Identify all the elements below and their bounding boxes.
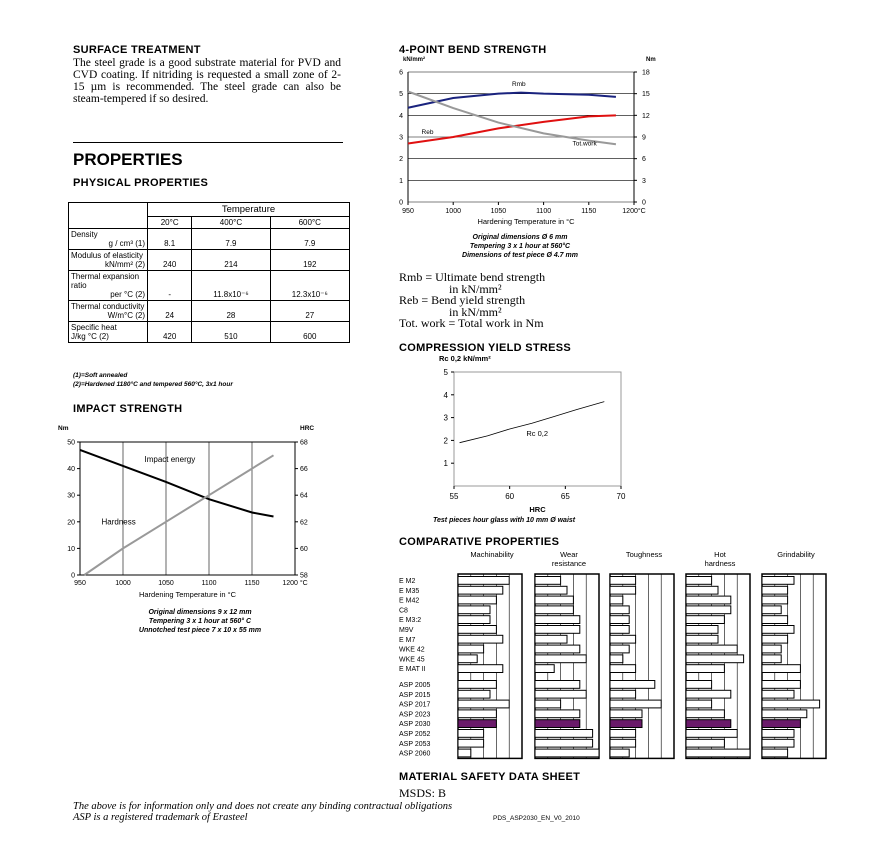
bar [535, 710, 580, 718]
y-right-tick-label: 9 [642, 134, 646, 142]
bar [535, 700, 561, 708]
bar [610, 730, 636, 738]
table-cell: 8.1 [148, 229, 192, 250]
bar [610, 681, 655, 689]
bar [610, 596, 623, 604]
compression-heading: COMPRESSION YIELD STRESS [399, 342, 572, 354]
grade-label: ASP 2015 [399, 691, 431, 699]
table-row [69, 322, 350, 343]
note-line: Tempering 3 x 1 hour at 560°C [469, 243, 571, 250]
y-right-tick-label: 64 [300, 492, 308, 500]
bar [458, 749, 471, 757]
bar [458, 645, 484, 653]
series-label: Rc 0,2 [526, 428, 549, 438]
bar [610, 577, 636, 585]
x-tick-label: 70 [616, 492, 626, 501]
table-cell: 27 [270, 301, 349, 322]
bar [686, 739, 724, 747]
bar [762, 626, 794, 634]
bar [535, 720, 580, 728]
bar [535, 626, 580, 634]
bar [686, 681, 712, 689]
bar [762, 635, 788, 643]
bar [535, 739, 593, 747]
legend-line: Reb = Bend yield strength [399, 293, 526, 307]
grade-label: E M7 [399, 636, 416, 644]
x-tick-label: 60 [505, 492, 515, 501]
bar [535, 730, 593, 738]
bar [686, 665, 724, 673]
y-left-tick-label: 0 [71, 572, 75, 580]
grade-label: E MAT II [399, 666, 426, 674]
grade-label: ASP 2053 [399, 740, 431, 748]
grade-label: ASP 2005 [399, 682, 431, 689]
physical-properties-table [68, 202, 350, 343]
table-note: (1)=Soft annealed [73, 372, 128, 379]
bar [535, 665, 554, 673]
bar [535, 635, 567, 643]
note-line: Unnotched test piece 7 x 10 x 55 mm [138, 627, 262, 634]
bar [610, 635, 636, 643]
row-unit: W/m°C (2) [107, 311, 145, 320]
comparative-heading: COMPARATIVE PROPERTIES [399, 536, 560, 548]
compression-yield-chart [425, 352, 640, 517]
column-header: Toughness [625, 550, 663, 559]
y-tick-label: 5 [443, 368, 448, 377]
bar [686, 720, 731, 728]
y-right-tick-label: 0 [642, 199, 646, 207]
impact-strength-chart [55, 420, 330, 610]
bar [535, 645, 580, 653]
note-line: Dimensions of test piece Ø 4.7 mm [462, 252, 578, 259]
bend-legend [399, 272, 545, 330]
grade-label: ASP 2052 [399, 731, 431, 738]
column-header: resistance [551, 559, 587, 568]
y-left-tick-label: 1 [399, 177, 403, 185]
bar [762, 586, 788, 594]
y-left-axis-label: kN/mm² [403, 57, 426, 63]
bar [762, 720, 800, 728]
x-tick-label: 1000 [115, 580, 131, 587]
y-left-tick-label: 3 [399, 134, 403, 142]
series-label: Impact energy [144, 454, 196, 464]
x-tick-label: 1050 [490, 208, 507, 215]
x-tick-label: 1050 [158, 580, 174, 587]
table-row [69, 301, 350, 322]
divider [73, 142, 343, 143]
msds-heading: MATERIAL SAFETY DATA SHEET [399, 771, 581, 783]
bar [610, 586, 636, 594]
bar [762, 730, 794, 738]
bar [610, 626, 629, 634]
row-unit: per °C (2) [110, 290, 145, 299]
grade-label: E M35 [399, 587, 420, 595]
table-row [69, 271, 350, 301]
x-tick-label: 1100 [201, 580, 217, 587]
table-row [69, 250, 350, 271]
bar [458, 720, 496, 728]
bar [762, 645, 781, 653]
bar [458, 730, 484, 738]
bar [458, 606, 490, 614]
bar [610, 739, 636, 747]
row-unit: J/kg °C (2) [71, 332, 109, 341]
column-header: Wear [560, 550, 578, 559]
temp-col: 20°C [148, 217, 192, 229]
table-cell: - [148, 271, 192, 301]
y-right-axis-label: HRC [300, 425, 315, 432]
bar [610, 700, 661, 708]
bar [610, 690, 636, 698]
properties-heading: PROPERTIES [73, 150, 183, 169]
surface-text: The steel grade is a good substrate material for PVD and CVD coating. If nitriding is requested a small zone of 2-15 µm is recommended. The steel grade can also be steam-tempered if so desired. [73, 57, 341, 105]
y-right-tick-label: 60 [300, 545, 308, 553]
bar [535, 749, 599, 757]
grade-label: WKE 45 [399, 656, 425, 664]
legend-line: in kN/mm² [449, 304, 502, 319]
temperature-header: Temperature [148, 203, 350, 217]
grade-label: M9V [399, 627, 414, 634]
y-right-tick-label: 15 [642, 91, 650, 99]
bar [686, 690, 731, 698]
bar [686, 749, 750, 757]
bar [458, 665, 503, 673]
document-code: PDS_ASP2030_EN_V0_2010 [493, 815, 580, 822]
bar [458, 690, 490, 698]
disclaimer: The above is for information only and does not create any binding contractual obligations [73, 801, 453, 812]
note-line: Tempering 3 x 1 hour at 560° C [148, 618, 252, 625]
bar [535, 655, 586, 663]
y-right-tick-label: 68 [300, 439, 308, 447]
grade-label: ASP 2060 [399, 750, 431, 758]
table-cell: 600 [270, 322, 349, 343]
y-left-tick-label: 10 [67, 545, 75, 553]
bar [762, 577, 794, 585]
bar [458, 700, 509, 708]
grade-label: ASP 2030 [399, 721, 431, 729]
table-cell: 28 [192, 301, 270, 322]
table-cell: 420 [148, 322, 192, 343]
row-label: Specific heat [71, 323, 117, 332]
temp-col: 600°C [270, 217, 349, 229]
bar [458, 655, 477, 663]
bar [610, 606, 629, 614]
column-header: hardness [704, 559, 736, 568]
y-left-tick-label: 50 [67, 439, 75, 447]
bar [762, 606, 781, 614]
x-tick-label: 1200 °C [282, 580, 308, 587]
bar [535, 606, 573, 614]
y-right-tick-label: 62 [300, 519, 308, 527]
x-tick-label: 65 [560, 492, 570, 501]
bar [535, 596, 573, 604]
bar [458, 596, 496, 604]
row-unit: kN/mm² (2) [105, 260, 145, 269]
legend-line: in kN/mm² [449, 281, 502, 296]
table-row [69, 229, 350, 250]
series-line [84, 455, 273, 575]
y-left-tick-label: 0 [399, 199, 403, 207]
note-line: Original dimensions 9 x 12 mm [148, 609, 252, 616]
bar [610, 749, 629, 757]
y-right-axis-label: Nm [646, 57, 656, 63]
bar [686, 606, 731, 614]
compression-note: Test pieces hour glass with 10 mm Ø waist [433, 517, 576, 524]
bar [762, 655, 781, 663]
bar [686, 730, 737, 738]
y-right-tick-label: 58 [300, 572, 308, 580]
bar [458, 739, 484, 747]
temp-col: 400°C [192, 217, 270, 229]
y-left-tick-label: 4 [399, 112, 403, 120]
bend-strength-chart [385, 52, 675, 232]
y-left-tick-label: 40 [67, 466, 75, 474]
bar [535, 681, 580, 689]
table-cell: 11.8x10⁻⁶ [192, 271, 270, 301]
table-cell: 510 [192, 322, 270, 343]
bar [762, 596, 788, 604]
y-left-tick-label: 6 [399, 69, 403, 77]
bar [686, 635, 718, 643]
surface-heading: SURFACE TREATMENT [73, 44, 201, 56]
series-line [408, 93, 616, 108]
bar [686, 655, 744, 663]
table-cell: 240 [148, 250, 192, 271]
y-axis-label: Rc 0,2 kN/mm² [439, 354, 491, 363]
table-cell: 7.9 [192, 229, 270, 250]
bar [762, 700, 820, 708]
bar [535, 586, 567, 594]
msds-text: MSDS: B [399, 786, 447, 800]
bar [458, 710, 496, 718]
bar [458, 586, 503, 594]
y-left-tick-label: 30 [67, 492, 75, 500]
x-axis-label: Hardening Temperature in °C [138, 590, 237, 599]
bend-notes [440, 233, 600, 260]
bar [686, 710, 724, 718]
row-label: Thermal expansion ratio [71, 272, 140, 290]
y-right-tick-label: 18 [642, 69, 650, 77]
row-label: Density [71, 230, 98, 239]
bar [762, 710, 807, 718]
bar [762, 681, 800, 689]
bar [535, 577, 561, 585]
row-unit: g / cm³ (1) [108, 239, 145, 248]
bar [610, 655, 623, 663]
y-right-tick-label: 66 [300, 466, 308, 474]
bar [762, 749, 788, 757]
legend-line: Rmb = Ultimate bend strength [399, 270, 546, 284]
table-cell: 24 [148, 301, 192, 322]
bar [686, 626, 718, 634]
legend-line: Tot. work = Total work in Nm [399, 316, 544, 330]
x-axis-label: Hardening Temperature in °C [477, 217, 575, 226]
x-tick-label: 55 [449, 492, 459, 501]
x-tick-label: 1100 [536, 208, 552, 215]
y-left-tick-label: 2 [399, 156, 403, 164]
grade-label: E M2 [399, 578, 416, 585]
bar [686, 586, 718, 594]
trademark: ASP is a registered trademark of Erasteel [73, 812, 248, 823]
y-right-tick-label: 3 [642, 177, 646, 185]
bar [458, 635, 503, 643]
bar [762, 665, 800, 673]
y-left-tick-label: 20 [67, 519, 75, 527]
bar [458, 577, 509, 585]
impact-heading: IMPACT STRENGTH [73, 403, 183, 415]
grade-label: C8 [399, 607, 408, 615]
impact-notes [90, 608, 310, 635]
row-label: Thermal conductivity [71, 302, 145, 311]
bar [762, 690, 794, 698]
bar [686, 616, 724, 624]
series-label: Tot.work [572, 140, 597, 148]
physical-properties-heading: PHYSICAL PROPERTIES [73, 177, 209, 189]
bar [610, 665, 636, 673]
bend-heading: 4-POINT BEND STRENGTH [399, 44, 547, 56]
table-cell: 12.3x10⁻⁶ [270, 271, 349, 301]
table-note: (2)=Hardened 1180°C and tempered 560°C, 3x1 hour [73, 381, 233, 388]
table-cell: 192 [270, 250, 349, 271]
table-cell: 214 [192, 250, 270, 271]
y-tick-label: 3 [443, 413, 448, 423]
grade-label: WKE 42 [399, 646, 425, 654]
grade-label: ASP 2023 [399, 711, 431, 719]
bar [610, 720, 642, 728]
row-label: Modulus of elasticity [71, 251, 144, 260]
series-label: Hardness [101, 517, 136, 527]
grade-label: E M3:2 [399, 617, 422, 625]
x-tick-label: 950 [74, 580, 86, 587]
series-label: Rmb [511, 81, 526, 89]
grade-label: ASP 2017 [399, 701, 431, 709]
x-tick-label: 1150 [244, 580, 260, 587]
y-left-axis-label: Nm [58, 425, 69, 432]
bar [686, 645, 737, 653]
comparative-properties-chart [395, 545, 845, 765]
bar [458, 616, 490, 624]
bar [762, 739, 794, 747]
column-header: Grindability [777, 550, 815, 559]
x-tick-label: 1000 [445, 208, 461, 215]
bar [535, 690, 586, 698]
note-line: Original dimensions Ø 6 mm [472, 234, 568, 241]
series-label: Reb [421, 128, 434, 136]
bar [458, 626, 496, 634]
x-tick-label: 1150 [581, 208, 597, 215]
y-right-tick-label: 6 [642, 156, 646, 164]
x-tick-label: 950 [402, 208, 414, 215]
column-header: Machinability [470, 550, 514, 559]
y-tick-label: 2 [443, 436, 448, 446]
bar [458, 681, 496, 689]
bar [686, 700, 712, 708]
x-tick-label: 1200°C [622, 208, 646, 215]
bar [610, 616, 629, 624]
x-axis-label: HRC [529, 505, 546, 514]
bar [686, 596, 731, 604]
column-header: Hot [714, 550, 726, 559]
bar [610, 645, 629, 653]
bar [762, 616, 788, 624]
bar [686, 577, 712, 585]
y-left-tick-label: 5 [399, 91, 403, 99]
y-right-tick-label: 12 [642, 112, 650, 120]
bar [610, 710, 642, 718]
bar [535, 616, 580, 624]
y-tick-label: 4 [443, 390, 448, 400]
grade-label: E M42 [399, 597, 420, 605]
table-cell: 7.9 [270, 229, 349, 250]
y-tick-label: 1 [443, 459, 448, 469]
